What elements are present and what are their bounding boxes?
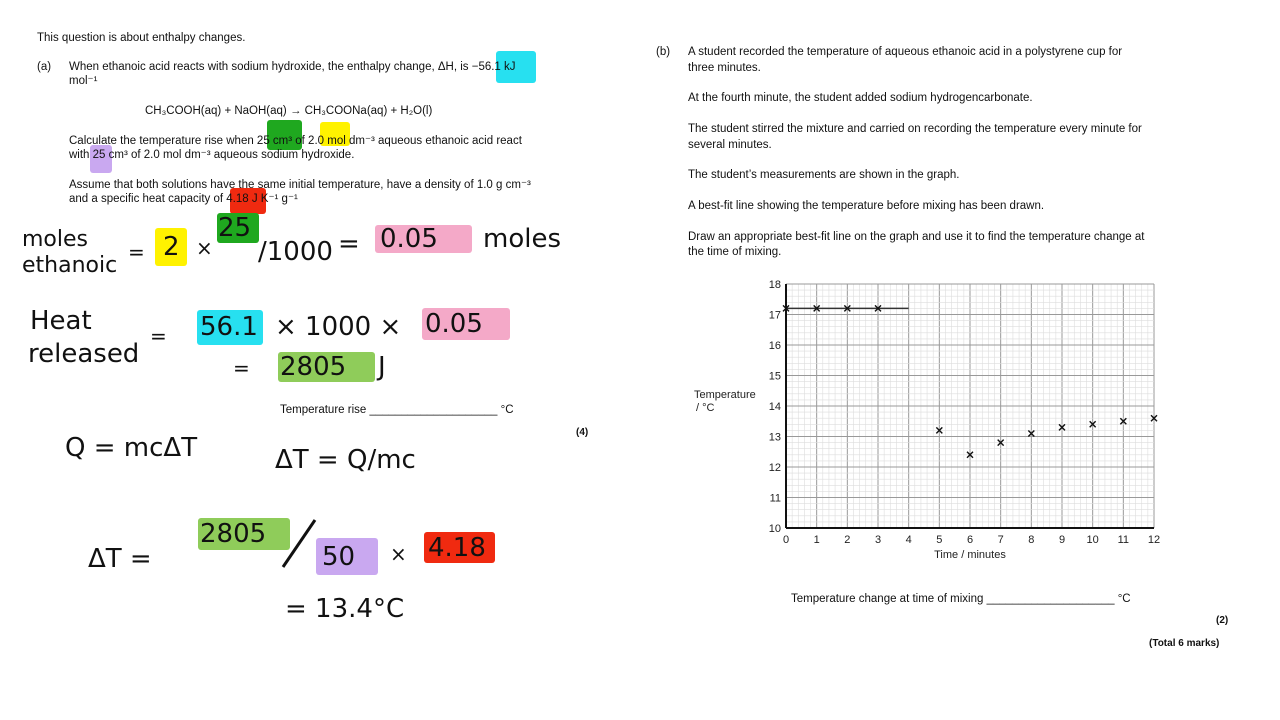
x-tick-label: 3 [874,534,882,546]
y-tick-label: 10 [768,523,781,535]
answer-line-b: Temperature change at time of mixing ____________________ °C [791,593,1131,605]
question-text: Draw an appropriate best-fit line on the graph and use it to find the temperature change at [688,231,1145,243]
hw-times: × [196,236,213,260]
hw-moles: moles [22,227,88,252]
question-text: and a specific heat capacity of 4.18 J K⁻¹ g⁻¹ [69,193,298,205]
hw-dt: ΔT = [88,544,152,574]
hw-0-05: 0.05 [425,309,483,339]
hw-q-equation: Q = mcΔT [65,433,198,463]
question-text: three minutes. [688,62,761,74]
question-text: A student recorded the temperature of aqueous ethanoic acid in a polystyrene cup for [688,46,1123,58]
hw-joules: J [378,352,386,382]
x-tick-label: 10 [1086,534,1099,546]
y-axis-label: Temperature [694,389,756,401]
hw-0-05: 0.05 [380,224,438,254]
hw-x1000: × 1000 × [275,312,402,342]
hw-equals: = [128,240,145,264]
y-tick-label: 16 [768,340,781,352]
hw-released: released [28,339,140,369]
x-tick-label: 9 [1058,534,1066,546]
question-text: When ethanoic acid reacts with sodium hydroxide, the enthalpy change, ΔH, is −56.1 kJ [69,61,516,73]
hw-result: = 13.4°C [285,594,405,624]
hw-ethanoic: ethanoic [22,253,118,278]
y-tick-label: 15 [768,370,781,383]
x-tick-label: 1 [813,534,820,546]
temperature-graph [690,270,1180,570]
y-tick-label: 12 [768,462,781,474]
question-text: Assume that both solutions have the same initial temperature, have a density of 1.0 g cm⁻³ [69,179,531,191]
y-tick-label: 14 [768,401,781,413]
y-tick-label: 13 [768,431,781,444]
hw-25: 25 [218,213,252,243]
x-tick-label: 12 [1147,534,1161,546]
x-tick-label: 0 [782,534,790,546]
question-text: The student’s measurements are shown in the graph. [688,169,960,181]
hw-56-1: 56.1 [200,312,258,342]
part-a-label: (a) [37,61,52,73]
intro: This question is about enthalpy changes. [37,32,246,44]
hw-dt-equation: ΔT = Q/mc [275,445,416,475]
part-b-label: (b) [656,46,671,58]
marks-a: (4) [576,427,589,438]
hw-over-1000: /1000 [258,237,333,267]
x-axis-label: Time / minutes [934,549,1006,561]
marks-b: (2) [1216,615,1229,626]
question-text: the time of mixing. [688,246,782,258]
hw-4-18: 4.18 [428,533,486,563]
question-text: The student stirred the mixture and carried on recording the temperature every minute for [688,123,1142,135]
x-tick-label: 5 [936,534,943,546]
answer-line-a: Temperature rise ____________________ °C [280,404,514,416]
hw-two: 2 [163,232,180,262]
hw-2805: 2805 [200,519,267,549]
x-tick-label: 4 [905,534,912,546]
question-text: with 25 cm³ of 2.0 mol dm⁻³ aqueous sodium hydroxide. [69,149,355,161]
question-text: A best-fit line showing the temperature before mixing has been drawn. [688,200,1045,212]
question-text: At the fourth minute, the student added sodium hydrogencarbonate. [688,92,1033,104]
hw-moles-unit: moles [483,224,561,254]
total-marks: (Total 6 marks) [1149,638,1220,649]
y-tick-label: 18 [768,279,781,291]
x-tick-label: 8 [1028,534,1035,546]
y-axis-label-unit: / °C [696,402,715,414]
x-tick-label: 7 [997,534,1004,546]
hw-equals: = [233,356,250,380]
hw-2805: 2805 [280,352,347,382]
hw-50: 50 [322,542,356,572]
hw-times: × [390,542,407,566]
x-tick-label: 2 [844,534,851,546]
hw-equals: = [150,324,167,348]
question-text: Calculate the temperature rise when 25 cm³ of 2.0 mol dm⁻³ aqueous ethanoic acid react [69,135,522,147]
hw-equals: = [338,229,360,259]
x-tick-label: 6 [966,534,974,546]
x-tick-label: 11 [1117,534,1130,546]
hw-heat: Heat [30,306,92,336]
y-tick-label: 11 [769,492,781,505]
y-tick-label: 17 [768,309,781,322]
question-text: mol⁻¹ [69,75,98,87]
equation: CH₃COOH(aq) + NaOH(aq) → CH₃COONa(aq) + H₂O(l) [145,105,433,117]
question-text: several minutes. [688,139,772,151]
